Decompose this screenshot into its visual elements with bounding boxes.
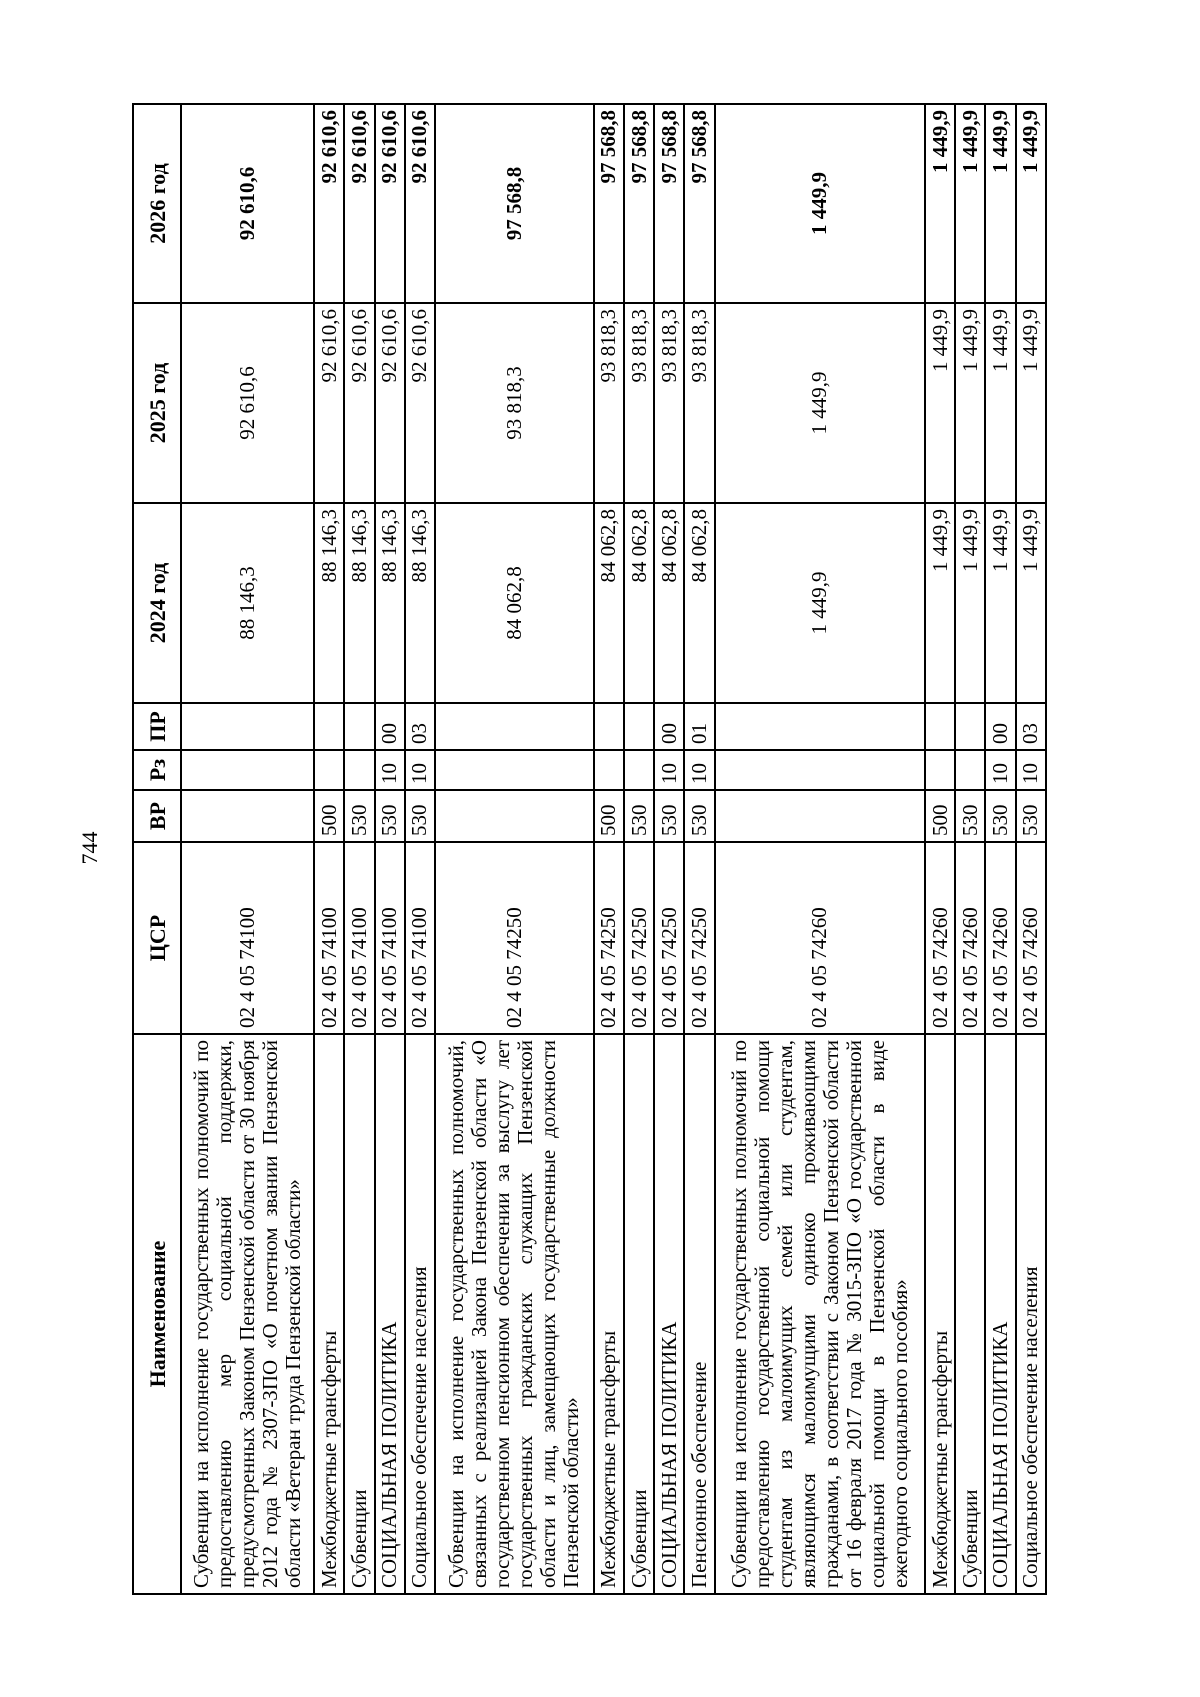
row-csr: 02 4 05 74250 xyxy=(624,842,654,1034)
row-csr: 02 4 05 74100 xyxy=(344,842,374,1034)
table-row xyxy=(1016,104,1046,1594)
row-pr xyxy=(955,703,985,750)
row-name: Субвенции xyxy=(624,1034,654,1594)
row-2026: 97 568,8 xyxy=(594,104,624,303)
row-2024: 1 449,9 xyxy=(955,503,985,703)
table-row xyxy=(715,104,925,1594)
row-2024: 84 062,8 xyxy=(594,503,624,703)
row-csr: 02 4 05 74260 xyxy=(715,842,925,1034)
row-2025: 1 449,9 xyxy=(925,303,955,503)
row-vr: 500 xyxy=(594,790,624,842)
row-2024: 88 146,3 xyxy=(405,503,435,703)
row-2024: 84 062,8 xyxy=(684,503,714,703)
row-2026: 1 449,9 xyxy=(985,104,1015,303)
row-rz xyxy=(594,750,624,790)
row-rz: 10 xyxy=(375,750,405,790)
row-2026: 97 568,8 xyxy=(654,104,684,303)
row-2025: 93 818,3 xyxy=(435,303,594,503)
row-pr: 00 xyxy=(985,703,1015,750)
row-2025: 1 449,9 xyxy=(985,303,1015,503)
row-2025: 1 449,9 xyxy=(1016,303,1046,503)
row-vr: 530 xyxy=(375,790,405,842)
row-2026: 97 568,8 xyxy=(435,104,594,303)
row-2024: 84 062,8 xyxy=(624,503,654,703)
row-2025: 93 818,3 xyxy=(684,303,714,503)
row-2026: 1 449,9 xyxy=(1016,104,1046,303)
row-vr xyxy=(435,790,594,842)
row-pr xyxy=(925,703,955,750)
row-pr: 03 xyxy=(405,703,435,750)
row-pr xyxy=(181,703,314,750)
row-2025: 1 449,9 xyxy=(715,303,925,503)
rotated-table-container xyxy=(132,105,1047,1595)
row-rz: 10 xyxy=(405,750,435,790)
row-pr: 03 xyxy=(1016,703,1046,750)
row-2024: 88 146,3 xyxy=(344,503,374,703)
row-rz xyxy=(344,750,374,790)
row-pr xyxy=(435,703,594,750)
row-2024: 88 146,3 xyxy=(314,503,344,703)
table-row xyxy=(405,104,435,1594)
header-name: Наименование xyxy=(133,1034,181,1594)
row-name: Межбюджетные трансферты xyxy=(925,1034,955,1594)
table-row xyxy=(624,104,654,1594)
row-rz xyxy=(181,750,314,790)
budget-table xyxy=(132,103,1047,1595)
row-rz xyxy=(624,750,654,790)
row-pr: 01 xyxy=(684,703,714,750)
row-csr: 02 4 05 74260 xyxy=(1016,842,1046,1034)
row-rz: 10 xyxy=(985,750,1015,790)
row-pr xyxy=(344,703,374,750)
row-2025: 93 818,3 xyxy=(594,303,624,503)
row-vr: 530 xyxy=(654,790,684,842)
row-rz xyxy=(955,750,985,790)
row-2026: 97 568,8 xyxy=(684,104,714,303)
row-2025: 92 610,6 xyxy=(405,303,435,503)
row-pr: 00 xyxy=(654,703,684,750)
row-2026: 1 449,9 xyxy=(955,104,985,303)
table-header-row xyxy=(133,104,181,1594)
row-name: Субвенции xyxy=(344,1034,374,1594)
header-vr: ВР xyxy=(133,790,181,842)
row-name: Межбюджетные трансферты xyxy=(314,1034,344,1594)
row-vr: 500 xyxy=(314,790,344,842)
row-vr: 530 xyxy=(624,790,654,842)
table-row xyxy=(435,104,594,1594)
row-name: СОЦИАЛЬНАЯ ПОЛИТИКА xyxy=(375,1034,405,1594)
row-name: Социальное обеспечение населения xyxy=(405,1034,435,1594)
table-row xyxy=(375,104,405,1594)
row-vr: 500 xyxy=(925,790,955,842)
row-2024: 1 449,9 xyxy=(985,503,1015,703)
row-csr: 02 4 05 74260 xyxy=(985,842,1015,1034)
row-pr xyxy=(624,703,654,750)
row-csr: 02 4 05 74100 xyxy=(375,842,405,1034)
table-row xyxy=(344,104,374,1594)
row-csr: 02 4 05 74260 xyxy=(955,842,985,1034)
row-2025: 92 610,6 xyxy=(181,303,314,503)
header-csr: ЦСР xyxy=(133,842,181,1034)
row-vr: 530 xyxy=(955,790,985,842)
row-name: Субвенции на исполнение государственных полномочий по предоставлению мер социальной поддержки, предусмотренных Законом Пензенской области от 30 ноября 2012 года № 2307-ЗПО «О почетном звании Пензенской области «Ветеран труда Пензенской области» xyxy=(181,1034,314,1594)
row-2026: 92 610,6 xyxy=(181,104,314,303)
row-csr: 02 4 05 74260 xyxy=(925,842,955,1034)
row-name: Субвенции xyxy=(955,1034,985,1594)
row-rz: 10 xyxy=(684,750,714,790)
header-2025: 2025 год xyxy=(133,303,181,503)
row-rz xyxy=(435,750,594,790)
row-csr: 02 4 05 74250 xyxy=(684,842,714,1034)
row-vr: 530 xyxy=(405,790,435,842)
row-name: Пенсионное обеспечение xyxy=(684,1034,714,1594)
table-row xyxy=(594,104,624,1594)
row-name: Субвенции на исполнение государственных полномочий по предоставлению государственной социальной помощи студентам из малоимущих семей или студентам, являющимся малоимущими одиноко проживающими гражданами, в соответствии с Законом Пензенской области от 16 февраля 2017 года № 3015-ЗПО «О государственной социальной помощи в Пензенской области в виде ежегодного социального пособия» xyxy=(715,1034,925,1594)
row-csr: 02 4 05 74250 xyxy=(435,842,594,1034)
row-name: Социальное обеспечение населения xyxy=(1016,1034,1046,1594)
header-pr: ПР xyxy=(133,703,181,750)
row-csr: 02 4 05 74250 xyxy=(594,842,624,1034)
page-number: 744 xyxy=(77,831,102,865)
row-2026: 97 568,8 xyxy=(624,104,654,303)
row-2024: 84 062,8 xyxy=(654,503,684,703)
row-2025: 92 610,6 xyxy=(344,303,374,503)
row-rz xyxy=(715,750,925,790)
row-2025: 92 610,6 xyxy=(314,303,344,503)
row-2026: 92 610,6 xyxy=(344,104,374,303)
table-row xyxy=(985,104,1015,1594)
row-2026: 1 449,9 xyxy=(715,104,925,303)
row-pr xyxy=(594,703,624,750)
row-vr: 530 xyxy=(1016,790,1046,842)
row-2024: 88 146,3 xyxy=(181,503,314,703)
row-2026: 1 449,9 xyxy=(925,104,955,303)
table-row xyxy=(684,104,714,1594)
row-2025: 93 818,3 xyxy=(654,303,684,503)
table-row xyxy=(314,104,344,1594)
row-2025: 92 610,6 xyxy=(375,303,405,503)
row-name: СОЦИАЛЬНАЯ ПОЛИТИКА xyxy=(985,1034,1015,1594)
row-rz xyxy=(314,750,344,790)
row-rz: 10 xyxy=(1016,750,1046,790)
row-name: Субвенции на исполнение государственных полномочий, связанных с реализацией Закона Пензенской области «О государственном пенсионном обеспечении за выслугу лет государственных гражданских служащих Пензенской области и лиц, замещающих государственные должности Пензенской области» xyxy=(435,1034,594,1594)
row-csr: 02 4 05 74250 xyxy=(654,842,684,1034)
row-2026: 92 610,6 xyxy=(314,104,344,303)
row-rz xyxy=(925,750,955,790)
table-row xyxy=(955,104,985,1594)
row-2024: 88 146,3 xyxy=(375,503,405,703)
row-2026: 92 610,6 xyxy=(375,104,405,303)
row-pr: 00 xyxy=(375,703,405,750)
table-row xyxy=(925,104,955,1594)
row-csr: 02 4 05 74100 xyxy=(181,842,314,1034)
row-2024: 84 062,8 xyxy=(435,503,594,703)
row-pr xyxy=(314,703,344,750)
row-vr: 530 xyxy=(344,790,374,842)
row-2025: 93 818,3 xyxy=(624,303,654,503)
row-2025: 1 449,9 xyxy=(955,303,985,503)
header-2024: 2024 год xyxy=(133,503,181,703)
header-rz: Рз xyxy=(133,750,181,790)
row-csr: 02 4 05 74100 xyxy=(405,842,435,1034)
row-2024: 1 449,9 xyxy=(1016,503,1046,703)
row-name: СОЦИАЛЬНАЯ ПОЛИТИКА xyxy=(654,1034,684,1594)
row-name: Межбюджетные трансферты xyxy=(594,1034,624,1594)
row-csr: 02 4 05 74100 xyxy=(314,842,344,1034)
row-rz: 10 xyxy=(654,750,684,790)
table-row xyxy=(654,104,684,1594)
row-pr xyxy=(715,703,925,750)
header-2026: 2026 год xyxy=(133,104,181,303)
table-row xyxy=(181,104,314,1594)
row-2026: 92 610,6 xyxy=(405,104,435,303)
row-vr: 530 xyxy=(985,790,1015,842)
row-vr xyxy=(181,790,314,842)
row-vr xyxy=(715,790,925,842)
row-vr: 530 xyxy=(684,790,714,842)
row-2024: 1 449,9 xyxy=(715,503,925,703)
row-2024: 1 449,9 xyxy=(925,503,955,703)
